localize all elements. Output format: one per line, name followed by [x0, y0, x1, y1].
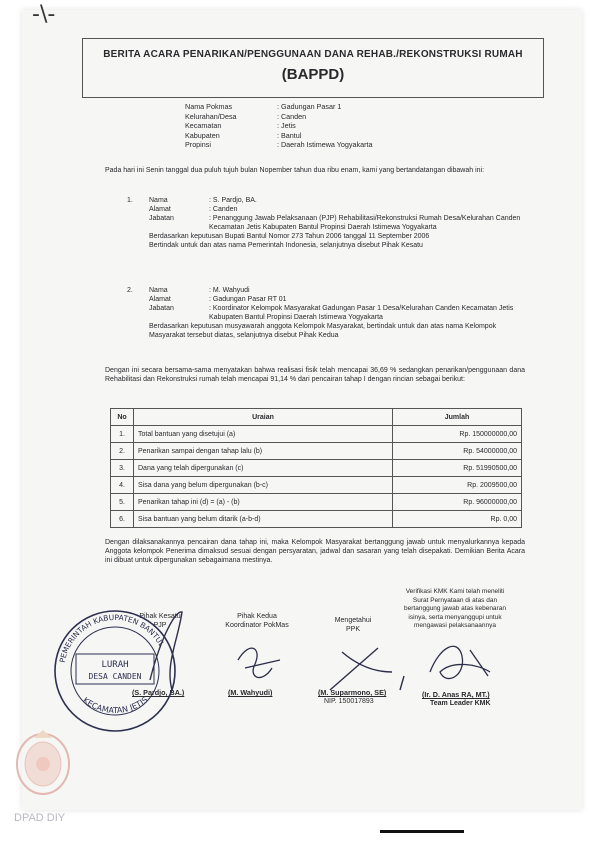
village-stamp	[50, 606, 180, 736]
stamp-seal-icon	[50, 606, 180, 736]
watermark-text: DPAD DIY	[14, 812, 66, 824]
col-uraian: Uraian	[134, 409, 393, 426]
stamp-outer-top: PEMERINTAH KABUPATEN BANTUL	[57, 612, 167, 664]
person-1-role: Bertindak untuk dan atas nama Pemerintah Indonesia, selanjutnya disebut Pihak Kesatu	[149, 242, 423, 249]
table-row: 2. Penarikan sampai dengan tahap lalu (b) Rp. 54000000,00	[111, 443, 522, 460]
name-kmk: (Ir. D. Anas RA, MT.)	[422, 690, 490, 699]
statement-paragraph: Dengan ini secara bersama-sama menyatakan bahwa realisasi fisik telah mencapai 36,69 % sedangkan penarikan/penggunaan dana Rehabilitasi dan Rekonstruksi rumah telah mencapai 91,14 % dari pencairan tahap I dengan rincian sebagai berikut:	[105, 367, 525, 383]
name-pihak-kesatu: (S. Pardjo, BA.)	[132, 688, 185, 697]
corner-mark: -\-	[32, 2, 56, 27]
kmk-verification-note: Verifikasi KMK Kami telah meneliti Surat Pernyataan di atas dan bertanggung jawab atas kebenaran isinya, serta menyanggupi untuk mengawasi pelaksanaannya	[404, 588, 506, 629]
name-ppk: (M. Suparmono, SE)	[318, 688, 387, 697]
person-1: 1. Nama : S. Pardjo, BA. Alamat : Canden Jabatan : Penanggung Jawab Pelaksanaan (PJP) Rehabilitasi/Rekonstruksi Rumah Desa/Kelurahan Canden Kecamatan Jetis Kabupaten Bantul Propinsi Daerah Istimewa Yogyakarta Berdasarkan keputusan Bupati Bantul Nomor 273 Tahun 2006 tanggal 11 September 2006 Bertindak untuk dan atas nama Pemerintah Indonesia, selanjutnya disebut Pihak Kesatu	[127, 197, 521, 249]
info-row: Kelurahan/Desa : Canden	[185, 111, 307, 121]
person-2-basis: Berdasarkan keputusan musyawarah anggota Kelompok Masyarakat, bertindak untuk dan atas nama Kelompok Masyarakat tersebut diatas, selanjutnya disebut Pihak Kedua	[149, 323, 497, 339]
col-no: No	[111, 409, 134, 426]
closing-paragraph: Dengan dilaksanakannya pencairan dana tahap ini, maka Kelompok Masyarakat bertanggung jawab untuk menyalurkannya kepada Anggota kelompok Penerima dimaksud sesuai dengan persyaratan, jadwal dan sasaran yang telah disepakati. Demikian Berita Acara ini dibuat untuk dipergunakan sebagaimana mestinya.	[105, 539, 525, 564]
stamp-center-1: LURAH	[101, 660, 129, 670]
signature-ppk: Mengetahui PPK	[334, 617, 372, 633]
document-title: BERITA ACARA PENARIKAN/PENGGUNAAN DANA REHAB./REKONSTRUKSI RUMAH	[103, 49, 523, 60]
person-1-basis: Berdasarkan keputusan Bupati Bantul Nomor 273 Tahun 2006 tanggal 11 September 2006	[149, 233, 430, 240]
table-row: 4. Sisa dana yang belum dipergunakan (b-c) Rp. 2009500,00	[111, 477, 522, 494]
stamp-outer-bottom: KECAMATAN JETIS	[81, 695, 150, 716]
nip-ppk: NIP. 150017893	[324, 698, 374, 705]
dpad-logo-icon	[12, 726, 74, 798]
info-row: Kabupaten : Bantul	[185, 130, 302, 140]
svg-text:KECAMATAN JETIS	[81, 695, 149, 715]
table-row: 5. Penarikan tahap ini (d) = (a) - (b) Rp. 96000000,00	[111, 494, 522, 511]
signature-pihak-kedua: Pihak Kedua Koordinator PokMas	[225, 613, 289, 629]
person-2: 2. Nama : M. Wahyudi Alamat : Gadungan Pasar RT 01 Jabatan : Koordinator Kelompok Masyarakat Gadungan Pasar 1 Desa/Kelurahan Canden Kecamatan Jetis Kabupaten Bantul Propinsi Daerah Istimewa Yogyakarta Berdasarkan keputusan musyawarah anggota Kelompok Masyarakat, bertindak untuk dan atas nama Kelompok Masyarakat tersebut diatas, selanjutnya disebut Pihak Kedua	[127, 286, 522, 340]
role-kmk: Team Leader KMK	[430, 700, 491, 707]
table-row: 1. Total bantuan yang disetujui (a) Rp. 150000000,00	[111, 426, 522, 443]
col-jumlah: Jumlah	[393, 409, 522, 426]
info-row: Propinsi : Daerah Istimewa Yogyakarta	[185, 140, 373, 149]
table-row: 6. Sisa bantuan yang belum ditarik (a-b-d) Rp. 0,00	[111, 511, 522, 528]
table-row: 3. Dana yang telah dipergunakan (c) Rp. 51990500,00	[111, 460, 522, 477]
name-pihak-kedua: (M. Wahyudi)	[228, 688, 273, 697]
info-row: Nama Pokmas : Gadungan Pasar 1	[185, 102, 342, 111]
document-subtitle: (BAPPD)	[281, 66, 345, 83]
scan-edge-bar	[380, 830, 464, 833]
signature-pihak-kesatu: Pihak Kesatu PJP	[139, 613, 181, 629]
intro-paragraph: Pada hari ini Senin tanggal dua puluh tujuh bulan Nopember tahun dua ribu enam, kami yang bertandatangan dibawah ini:	[105, 167, 485, 174]
stamp-center-2: DESA CANDEN	[88, 672, 142, 681]
info-row: Kecamatan : Jetis	[185, 121, 296, 130]
